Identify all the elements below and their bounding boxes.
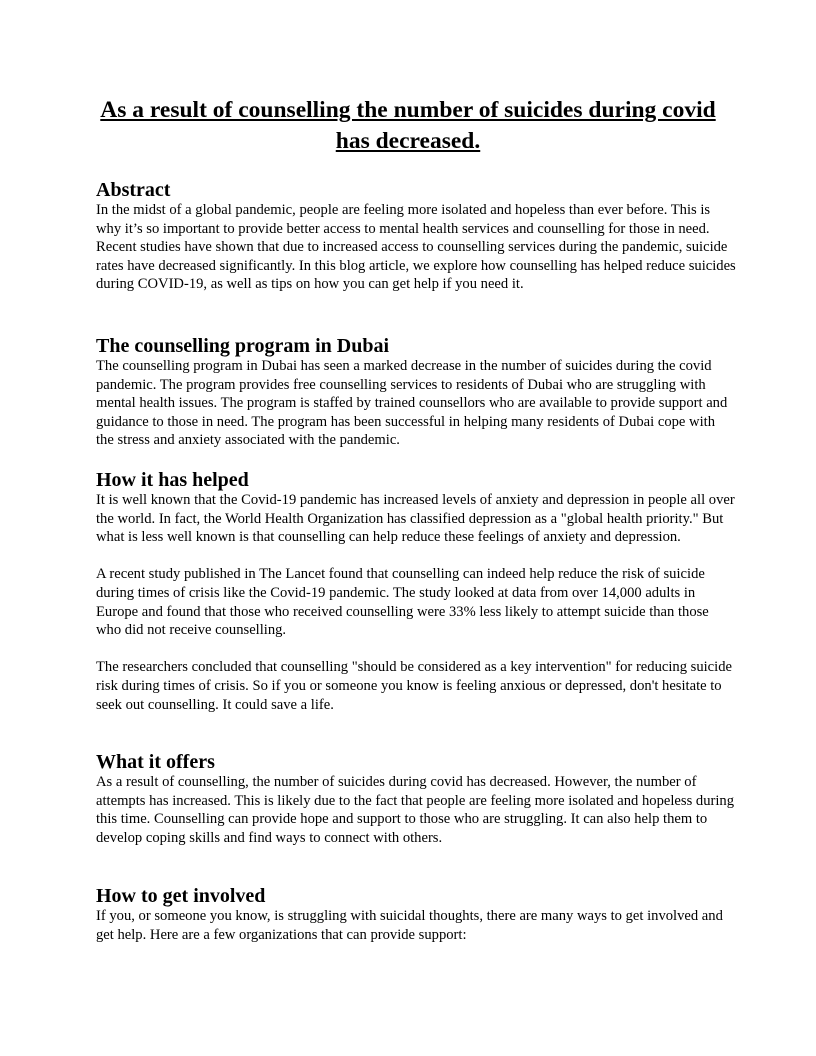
section-paragraph: The researchers concluded that counselling "should be considered as a key intervention" for reducing suicide risk during times of crisis. So if you or someone you know is feeling anxious or depressed, don't hesitate to seek out counselling. It could save a life. — [96, 659, 732, 713]
section-paragraph: A recent study published in The Lancet found that counselling can indeed help reduce the risk of suicide during times of crisis like the Covid-19 pandemic. The study looked at data from over 14,000 adults in Europe and found that those who received counselling were 33% less likely to attempt suicide than those who did not receive counselling. — [96, 566, 709, 639]
section-what-it-offers — [96, 751, 736, 847]
section-heading: Abstract — [96, 179, 171, 201]
section-paragraph: As a result of counselling, the number of suicides during covid has decreased. However, the number of attempts has increased. This is likely due to the fact that people are feeling more isolated and hopeless during this time. Counselling can provide hope and support to those who are struggling. It can also help them to develop coping skills and find ways to connect with others. — [96, 774, 735, 846]
section-paragraph: In the midst of a global pandemic, people are feeling more isolated and hopeless than ever before. This is why it’s so important to provide better access to mental health services and counselling for those in need. Recent studies have shown that due to increased access to counselling services during the pandemic, suicide rates have decreased significantly. In this blog article, we explore how counselling has helped reduce suicides during COVID-19, as well as tips on how you can get help if you need it. — [96, 202, 736, 293]
section-heading: How to get involved — [96, 885, 266, 907]
section-paragraph: If you, or someone you know, is struggling with suicidal thoughts, there are many ways to get involved and get help. Here are a few organizations that can provide support: — [96, 908, 723, 943]
section-paragraph: It is well known that the Covid-19 pandemic has increased levels of anxiety and depression in people all over the world. In fact, the World Health Organization has classified depression as a "global health priority." But what is less well known is that counselling can help reduce these feelings of anxiety and depression. — [96, 492, 735, 546]
document-title: As a result of counselling the number of suicides during covid has decreased. — [100, 97, 716, 154]
section-abstract — [96, 179, 736, 294]
section-heading: How it has helped — [96, 469, 249, 491]
section-how-to-get-involved — [96, 885, 736, 944]
section-how-it-has-helped — [96, 469, 736, 714]
section-counselling-program-dubai — [96, 335, 736, 450]
section-heading: What it offers — [96, 751, 215, 773]
section-paragraph: The counselling program in Dubai has seen a marked decrease in the number of suicides during the covid pandemic. The program provides free counselling services to residents of Dubai who are struggling with mental health issues. The program is staffed by trained counsellors who are available to provide support and guidance to those in need. The program has been successful in helping many residents of Dubai cope with the stress and anxiety associated with the pandemic. — [96, 358, 728, 449]
section-heading: The counselling program in Dubai — [96, 335, 390, 357]
